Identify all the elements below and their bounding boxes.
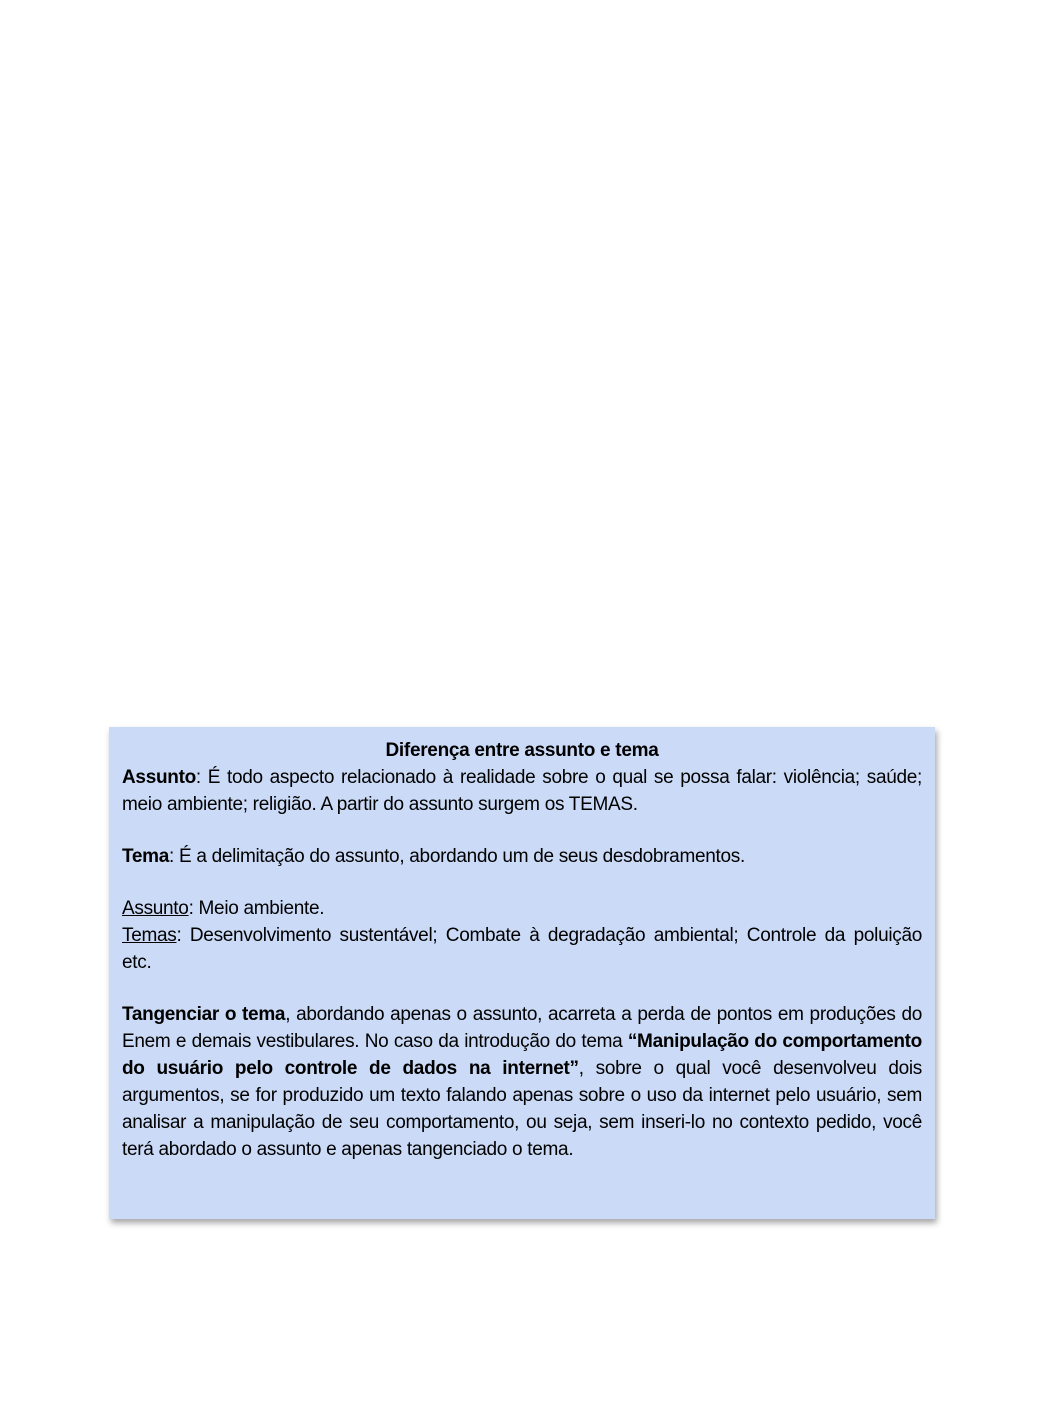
spacer xyxy=(122,818,922,843)
example-assunto-label: Assunto xyxy=(122,898,189,919)
tema-definition-text: : É a delimitação do assunto, abordando um de seus desdobramentos. xyxy=(169,846,745,867)
example-temas-label: Temas xyxy=(122,925,177,946)
tangenciar-text-2: , sobre o qual você desenvolveu dois argumentos, se for produzido um texto falando apenas sobre o uso da internet pelo usuário, sem analisar a manipulação de seu comportamento, ou seja, sem inseri-lo no contexto pedido, você terá abordado o assunto e apenas tangenciado o tema. xyxy=(122,1058,922,1160)
spacer xyxy=(122,870,922,895)
assunto-definition xyxy=(122,764,922,818)
spacer xyxy=(122,976,922,1001)
box-title: Diferença entre assunto e tema xyxy=(385,740,659,761)
tangenciar-paragraph xyxy=(122,1001,922,1163)
tema-term: Tema xyxy=(122,846,170,867)
example-assunto-text: : Meio ambiente. xyxy=(188,898,325,919)
assunto-term: Assunto xyxy=(122,767,196,788)
info-box xyxy=(109,727,935,1219)
assunto-definition-text: : É todo aspecto relacionado à realidade sobre o qual se possa falar: violência; saúde; meio ambiente; religião. A partir do assunto surgem os TEMAS. xyxy=(122,767,922,815)
tangenciar-quote: “Manipulação do comportamento do usuário pelo controle de dados na internet” xyxy=(122,1031,922,1079)
example-assunto xyxy=(122,895,922,922)
example-temas xyxy=(122,922,922,976)
tangenciar-text-1: , abordando apenas o assunto, acarreta a perda de pontos em produções do Enem e demais vestibulares. No caso da introdução do tema xyxy=(122,1004,923,1052)
tangenciar-term: Tangenciar o tema xyxy=(122,1004,286,1025)
example-temas-text: : Desenvolvimento sustentável; Combate à degradação ambiental; Controle da poluição etc. xyxy=(122,925,922,973)
tema-definition xyxy=(122,843,922,870)
